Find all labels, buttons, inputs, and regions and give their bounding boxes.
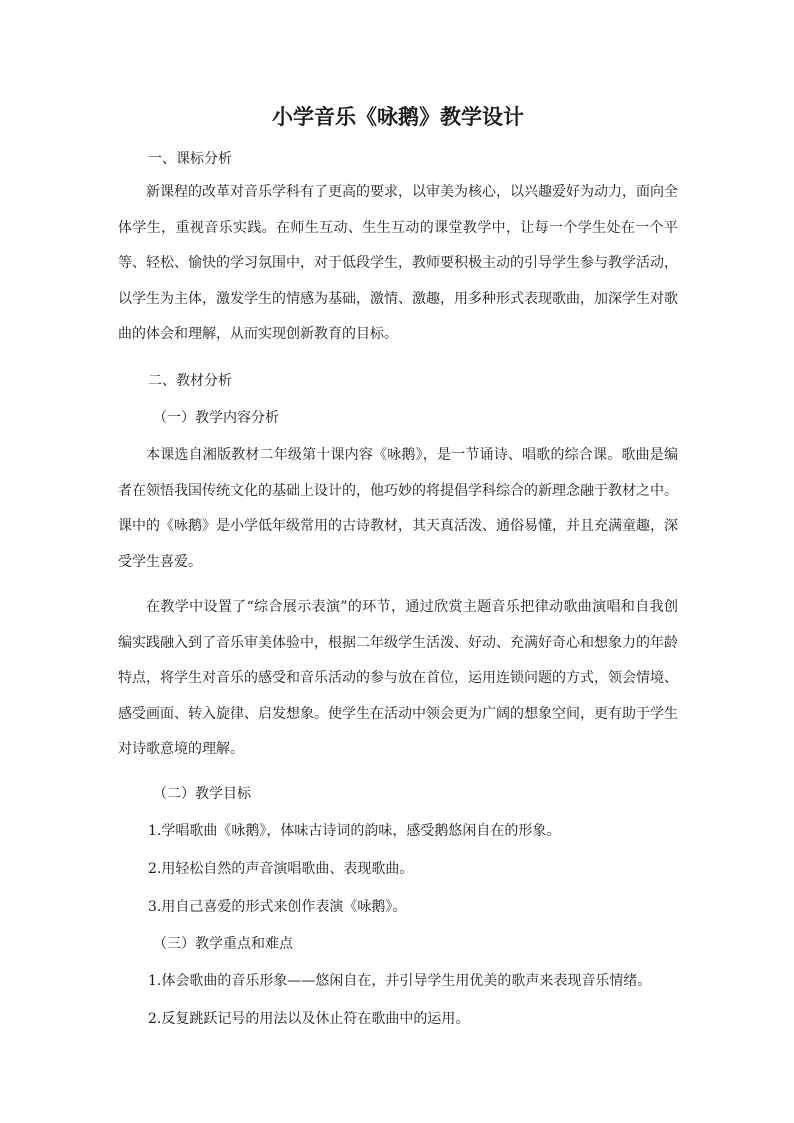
list-item-goal-1: 1.学唱歌曲《咏鹅》，体味古诗词的韵味，感受鹅悠闲自在的形象。 <box>148 823 561 839</box>
list-item-goal-2: 2.用轻松自然的声音演唱歌曲、表现歌曲。 <box>148 861 414 877</box>
paragraph-content-analysis-2: 在教学中设置了“综合展示表演”的环节，通过欣赏主题音乐把律动歌曲演唱和自我创编实践融入到了音乐审美体验中，根据二年级学生活泼、好动、充满好奇心和想象力的年龄特点，将学生对音乐的感受和音乐活动的参与放在首位，运用连锁问题的方式，领会情境、感受画面、转入旋律、启发想象。使学生在活动中领会更为广阔的想象空间，更有助于学生对诗歌意境的理解。 <box>118 599 678 757</box>
subsection-heading-key-points: （三）教学重点和难点 <box>153 936 293 952</box>
document-title: 小学音乐《咏鹅》教学设计 <box>272 104 524 129</box>
list-item-goal-3: 3.用自己喜爱的形式来创作表演《咏鹅》。 <box>148 899 407 915</box>
section-heading-curriculum-analysis: 一、课标分析 <box>148 151 232 167</box>
paragraph-curriculum-analysis: 新课程的改革对音乐学科有了更高的要求，以审美为核心，以兴趣爱好为动力，面向全体学生，重视音乐实践。在师生互动、生生互动的课堂教学中，让每一个学生处在一个平等、轻松、愉快的学习氛围中，对于低段学生，教师要积极主动的引导学生参与教学活动，以学生为主体，激发学生的情感为基础，激情、激趣，用多种形式表现歌曲，加深学生对歌曲的体会和理解，从而实现创新教育的目标。 <box>118 184 678 342</box>
section-heading-textbook-analysis: 二、教材分析 <box>148 373 232 389</box>
document-page <box>118 0 678 1123</box>
list-item-key-point-1: 1.体会歌曲的音乐形象——悠闲自在，并引导学生用优美的歌声来表现音乐情绪。 <box>148 973 652 989</box>
paragraph-content-analysis-1: 本课选自湘版教材二年级第十课内容《咏鹅》，是一节诵诗、唱歌的综合课。歌曲是编者在领悟我国传统文化的基础上设计的，他巧妙的将提倡学科综合的新理念融于教材之中。课中的《咏鹅》是小学低年级常用的古诗教材，其天真活泼、通俗易懂，并且充满童趣，深受学生喜爱。 <box>118 447 678 570</box>
list-item-key-point-2: 2.反复跳跃记号的用法以及休止符在歌曲中的运用。 <box>148 1011 470 1027</box>
subsection-heading-content-analysis: （一）教学内容分析 <box>153 410 279 426</box>
subsection-heading-teaching-goals: （二）教学目标 <box>153 786 251 802</box>
